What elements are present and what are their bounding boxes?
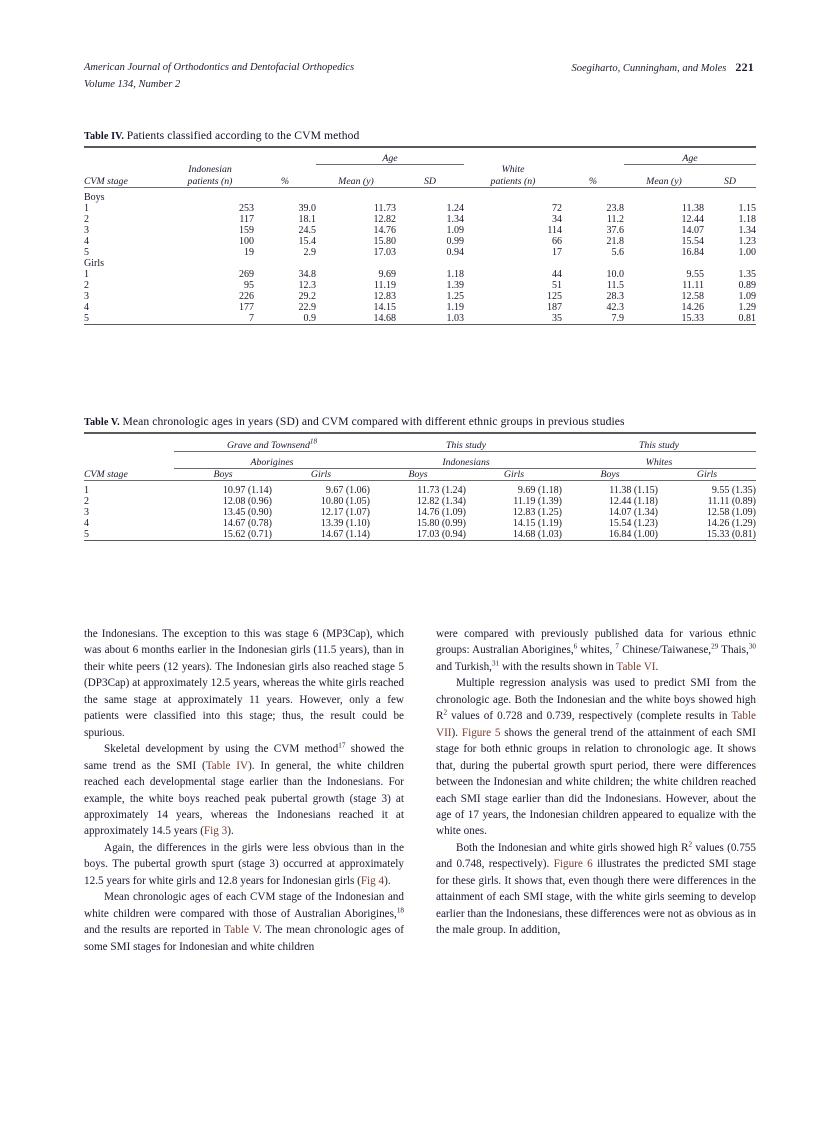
figure-cross-reference[interactable]: Figure 6 [553,858,593,871]
cell-white-n: 51 [552,280,562,291]
cell-indonesian-pct: 18.1 [298,214,316,225]
cell-white-mean: 11.11 [682,280,704,291]
table-5-study-1-text: Grave and Townsend [226,439,310,451]
table-row [84,203,756,214]
table-4-col-percent-1: % [280,175,290,187]
table-4-header-row-1 [84,147,756,164]
cell-indonesian-pct: 0.9 [303,313,316,324]
table-row [84,302,756,313]
cell-aborigines-girls: 9.67 (1.06) [325,485,370,496]
cell-white-n: 17 [552,247,562,258]
table-4-col-indonesian-n [166,164,254,188]
paragraph-text: . The mean chronologic ages of some SMI stages for Indonesian and white children [84,924,404,953]
table-5 [84,432,756,543]
reference-marker: 17 [338,741,346,750]
cell-white-mean: 12.58 [681,291,704,302]
table-row [84,313,756,325]
paragraph-text: Again, the differences in the girls were less obvious than in the boys. The pubertal growth spurt (stage 3) occurred at approximately 12.5 years for white girls and 12.8 years for Indonesian girls ( [84,841,404,887]
cell-whites-girls: 15.33 (0.81) [706,529,756,540]
cell-white-n: 35 [552,313,562,324]
cell-indonesians-girls: 9.69 (1.18) [517,485,562,496]
cell-white-n: 114 [547,225,562,236]
table-5-group-whites: Whites [562,451,756,468]
cell-white-sd: 0.81 [738,313,756,324]
paragraph-text: and the results are reported in [84,924,225,937]
cell-white-sd: 1.15 [738,203,756,214]
cell-white-n: 34 [552,214,562,225]
reference-marker: 30 [748,642,757,651]
cell-indonesian-sd: 1.25 [446,291,464,302]
cell-indonesian-mean: 15.80 [373,236,396,247]
cell-indonesian-n: 100 [239,236,254,247]
cell-indonesian-sd: 1.09 [446,225,464,236]
table-5-caption-text: Mean chronologic ages in years (SD) and CVM compared with different ethnic groups in previous studies [122,415,625,428]
running-head [84,60,754,92]
cell-white-sd: 1.23 [738,236,756,247]
cell-whites-girls: 12.58 (1.09) [706,507,756,518]
table-4-col-mean-2: Mean (y) [646,175,682,187]
table-5-group-aborigines: Aborigines [174,451,370,468]
figure-cross-reference[interactable]: Figure 5 [461,726,501,739]
table-cross-reference[interactable]: Table IV [205,759,249,772]
cell-stage: 3 [84,291,89,302]
cell-aborigines-boys: 14.67 (0.78) [222,518,272,529]
volume-issue: Volume 134, Number 2 [84,79,181,90]
paragraph [436,626,756,675]
cell-white-mean: 15.54 [681,236,704,247]
cell-indonesian-n: 177 [239,302,254,313]
cell-whites-boys: 15.54 (1.23) [608,518,658,529]
table-5-col-cvm-stage: CVM stage [84,468,128,480]
paragraph-text: Multiple regression analysis was used to predict SMI from the chronologic age. Both the Indonesian and the white boys showed high R [436,677,756,723]
paragraph [84,889,404,955]
cell-white-mean: 12.44 [681,214,704,225]
paragraph-text: Chinese/Taiwanese, [619,644,712,657]
cell-white-pct: 28.3 [606,291,624,302]
paragraph-text: Mean chronologic ages of each CVM stage of the Indonesian and white children were compared with those of Australian Aborigines, [84,891,404,920]
table-row [84,247,756,258]
cell-stage: 4 [84,518,89,529]
paragraph-text: ). [451,726,462,739]
cell-indonesian-n: 95 [244,280,254,291]
cell-indonesians-girls: 12.83 (1.25) [512,507,562,518]
cell-indonesian-mean: 11.73 [373,203,396,214]
cell-white-pct: 7.9 [611,313,624,324]
cell-indonesian-mean: 14.15 [373,302,396,313]
table-row [84,269,756,280]
cell-stage: 2 [84,280,89,291]
cell-indonesian-n: 159 [239,225,254,236]
cell-white-mean: 14.07 [681,225,704,236]
cell-stage: 3 [84,225,89,236]
table-5-col-whites-boys: Boys [600,468,620,480]
table-5-caption [84,415,756,428]
table-4-col-mean-1: Mean (y) [338,175,374,187]
table-4-col-white-n [464,164,562,188]
cell-indonesian-sd: 1.19 [446,302,464,313]
cell-white-mean: 16.84 [681,247,704,258]
table-5-group-indonesians: Indonesians [370,451,562,468]
reference-marker: 18 [396,905,404,914]
cell-indonesians-girls: 11.19 (1.39) [513,496,562,507]
cell-indonesian-n: 117 [239,214,254,225]
cell-indonesians-boys: 14.76 (1.09) [416,507,466,518]
table-5-study-1-ref: 18 [309,437,318,446]
cell-white-pct: 11.5 [606,280,624,291]
cell-indonesian-pct: 2.9 [303,247,316,258]
table-5-col-indonesians-boys: Boys [408,468,428,480]
table-row [84,507,756,518]
cell-aborigines-girls: 13.39 (1.10) [320,518,370,529]
paragraph-text: shows the general trend of the attainment of each SMI stage for both ethnic groups in relation to chronologic age. It shows that, during the pubertal growth spurt period, there were differences between the Indonesian and white children; the white children reached each SMI stage earlier than did the Indonesians. However, about the age of 17 years, the Indonesian children appeared to equalize with the white ones. [436,726,756,838]
table-5-study-2: This study [370,433,562,451]
table-4-col-cvm-stage: CVM stage [84,175,128,187]
reference-marker: 6 [573,642,578,651]
author-list: Soegiharto, Cunningham, and Moles [571,63,727,74]
reference-marker: 31 [491,659,500,668]
table-5-col-whites-girls: Girls [696,468,718,480]
paragraph-text: Thais, [718,644,749,657]
table-4-age-group-1: Age [316,147,464,164]
cell-whites-girls: 14.26 (1.29) [706,518,756,529]
cell-white-n: 44 [552,269,562,280]
table-4-col-white-n-line2: patients (n) [490,175,536,187]
cell-stage: 5 [84,529,89,540]
cell-indonesian-mean: 9.69 [378,269,396,280]
table-4-section-girls [84,258,756,269]
paragraph [84,626,404,741]
table-row [84,518,756,529]
cell-whites-boys: 16.84 (1.00) [608,529,658,540]
table-4-col-indonesian-n-line1: Indonesian [188,164,232,175]
cell-aborigines-boys: 13.45 (0.90) [222,507,272,518]
paragraph [436,675,756,840]
cell-indonesian-mean: 14.76 [373,225,396,236]
cell-white-mean: 14.26 [681,302,704,313]
table-row [84,529,756,541]
table-row [84,496,756,507]
paragraph-text: the Indonesians. The exception to this was stage 6 (MP3Cap), which was about 6 months earlier in the Indonesian girls (11.5 years), than in their white peers (12 years). The Indonesian girls also reached stage 5 (DP3Cap) at approximately 12.5 years, whereas the white girls reached the same stage at approximately 11 years. However, only a few patients were classified into this stage; thus, the result could be spurious. [84,628,404,739]
table-4-col-sd-1: SD [424,175,436,187]
cell-white-pct: 5.6 [611,247,624,258]
cell-white-n: 125 [547,291,562,302]
cell-stage: 5 [84,247,89,258]
cell-indonesian-mean: 11.19 [373,280,396,291]
table-4 [84,146,756,327]
cell-white-pct: 23.8 [606,203,624,214]
cell-white-pct: 11.2 [606,214,624,225]
table-5-col-indonesians-girls: Girls [503,468,525,480]
cell-indonesian-mean: 12.82 [373,214,396,225]
figure-cross-reference[interactable]: Fig 3 [203,825,228,838]
table-cross-reference[interactable]: Table V [224,924,259,937]
cell-indonesian-mean: 14.68 [373,313,396,324]
cell-indonesian-sd: 1.24 [446,203,464,214]
cell-indonesian-pct: 12.3 [298,280,316,291]
cell-indonesian-mean: 12.83 [373,291,396,302]
table-5-header-row-sex [84,468,756,481]
body-column-right [436,626,756,939]
cell-white-n: 66 [552,236,562,247]
cell-indonesian-n: 269 [239,269,254,280]
table-4-caption-text: Patients classified according to the CVM method [126,129,360,142]
table-4-bottom-rule [84,325,756,328]
cell-white-sd: 1.34 [738,225,756,236]
cell-white-pct: 42.3 [606,302,624,313]
table-row [84,280,756,291]
figure-cross-reference[interactable]: Fig 4 [360,874,385,887]
exponent: 2 [443,708,448,717]
cell-white-sd: 1.00 [738,247,756,258]
table-4-caption [84,129,756,142]
cell-white-sd: 1.35 [738,269,756,280]
cell-indonesians-girls: 14.15 (1.19) [512,518,562,529]
table-4-label: Table IV. [84,131,124,142]
cell-white-pct: 10.0 [606,269,624,280]
cell-indonesian-sd: 1.18 [446,269,464,280]
cell-aborigines-girls: 12.17 (1.07) [320,507,370,518]
cell-aborigines-boys: 15.62 (0.71) [222,529,272,540]
cell-white-sd: 1.18 [738,214,756,225]
paragraph-text: were compared with previously published data for various ethnic groups: Australian Aborigines, [436,628,756,657]
author-list-and-page [572,60,754,76]
cell-whites-girls: 9.55 (1.35) [711,485,756,496]
paragraph-text: and Turkish, [436,660,492,673]
cell-white-mean: 15.33 [681,313,704,324]
table-5-header-row-group [84,451,756,468]
table-5-col-aborigines-boys: Boys [213,468,233,480]
table-5-block [84,415,756,543]
cell-white-mean: 11.38 [681,203,704,214]
cell-stage: 5 [84,313,89,324]
cell-white-pct: 21.8 [606,236,624,247]
table-4-section-girls-label: Girls [84,258,104,269]
table-5-label: Table V. [84,417,120,428]
paragraph-text: Both the Indonesian and white girls showed high R [456,841,689,854]
table-cross-reference[interactable]: Table VI [616,660,656,673]
paragraph [436,840,756,939]
cell-aborigines-girls: 14.67 (1.14) [320,529,370,540]
table-row [84,225,756,236]
table-5-bottom-rule [84,541,756,544]
table-4-col-sd-2: SD [724,175,736,187]
cell-stage: 4 [84,302,89,313]
cell-indonesian-pct: 24.5 [298,225,316,236]
cell-indonesian-sd: 0.99 [446,236,464,247]
table-row [84,291,756,302]
cell-indonesian-pct: 34.8 [298,269,316,280]
paragraph-text: with the results shown in [499,660,617,673]
cell-indonesians-boys: 15.80 (0.99) [416,518,466,529]
cell-whites-girls: 11.11 (0.89) [707,496,756,507]
cell-white-sd: 1.29 [738,302,756,313]
cell-stage: 2 [84,214,89,225]
table-4-col-white-n-line1: White [501,164,525,175]
cell-whites-boys: 11.38 (1.15) [609,485,658,496]
cell-stage: 1 [84,203,89,214]
cell-aborigines-girls: 10.80 (1.05) [320,496,370,507]
paragraph-text: . [655,660,659,673]
table-5-header-row-study [84,433,756,451]
cell-stage: 1 [84,485,89,496]
cell-indonesian-sd: 1.34 [446,214,464,225]
cell-indonesians-boys: 12.82 (1.34) [416,496,466,507]
cell-whites-boys: 14.07 (1.34) [608,507,658,518]
paragraph-text: whites, [577,644,616,657]
cell-aborigines-boys: 12.08 (0.96) [222,496,272,507]
table-4-section-boys-label: Boys [84,192,105,203]
table-4-section-boys [84,188,756,204]
cell-aborigines-boys: 10.97 (1.14) [222,485,272,496]
cell-stage: 2 [84,496,89,507]
cell-indonesians-boys: 17.03 (0.94) [416,529,466,540]
cell-white-sd: 1.09 [738,291,756,302]
cell-stage: 1 [84,269,89,280]
paragraph-text: values (0.755 and 0.748, respectively). [436,841,756,871]
table-row [84,214,756,225]
page-number: 221 [735,60,754,74]
table-row [84,236,756,247]
cell-stage: 3 [84,507,89,518]
table-5-study-grave-townsend [174,433,370,451]
table-5-col-aborigines-girls: Girls [310,468,332,480]
table-5-study-3: This study [562,433,756,451]
journal-name: American Journal of Orthodontics and Dentofacial Orthopedics [84,62,355,73]
paragraph [84,840,404,889]
cell-indonesian-n: 226 [239,291,254,302]
cell-indonesian-pct: 39.0 [298,203,316,214]
cell-white-pct: 37.6 [606,225,624,236]
cell-indonesian-sd: 1.39 [446,280,464,291]
cell-indonesian-pct: 15.4 [298,236,316,247]
cell-white-n: 187 [547,302,562,313]
paragraph [84,741,404,840]
exponent: 2 [688,840,693,849]
cell-indonesian-sd: 1.03 [446,313,464,324]
table-4-block [84,129,756,327]
body-text [84,626,756,1066]
reference-marker: 7 [615,642,619,651]
paragraph-text: values of 0.728 and 0.739, respectively (complete results in [447,710,732,723]
paragraph-text: Skeletal development by using the CVM method [104,743,339,756]
body-column-left [84,626,404,955]
table-4-col-indonesian-n-line2: patients (n) [187,175,233,187]
table-4-header-row-2 [84,164,756,188]
cell-indonesian-n: 7 [249,313,254,324]
table-row [84,481,756,497]
cell-indonesian-pct: 29.2 [298,291,316,302]
cell-white-sd: 0.89 [738,280,756,291]
cell-indonesians-girls: 14.68 (1.03) [512,529,562,540]
table-4-age-group-2: Age [624,147,756,164]
paragraph-text: illustrates the predicted SMI stage for these girls. It shows that, even though there were differences in the attainment of each SMI stage, with the white girls seeming to develop earlier than the Indonesians, these differences were not as obvious as in the male group. In addition, [436,858,756,937]
paragraph-text: showed the same trend as the SMI ( [84,743,404,772]
table-cross-reference[interactable]: Table VII [436,710,756,739]
cell-indonesians-boys: 11.73 (1.24) [417,485,466,496]
cell-indonesian-n: 19 [244,247,254,258]
cell-stage: 4 [84,236,89,247]
reference-marker: 29 [711,642,719,651]
cell-indonesian-sd: 0.94 [446,247,464,258]
cell-indonesian-n: 253 [239,203,254,214]
table-4-col-percent-2: % [588,175,598,187]
cell-white-n: 72 [552,203,562,214]
paragraph-text: ). [227,825,234,838]
paragraph-text: ). In general, the white children reached each developmental stage earlier than the Indonesians. For example, the white boys reached peak pubertal growth (stage 3) at approximately 14 years, whereas the Indonesians reached it at approximately 14.5 years ( [84,759,404,838]
cell-white-mean: 9.55 [686,269,704,280]
cell-whites-boys: 12.44 (1.18) [608,496,658,507]
paragraph-text: ). [384,874,391,887]
cell-indonesian-pct: 22.9 [298,302,316,313]
cell-indonesian-mean: 17.03 [373,247,396,258]
